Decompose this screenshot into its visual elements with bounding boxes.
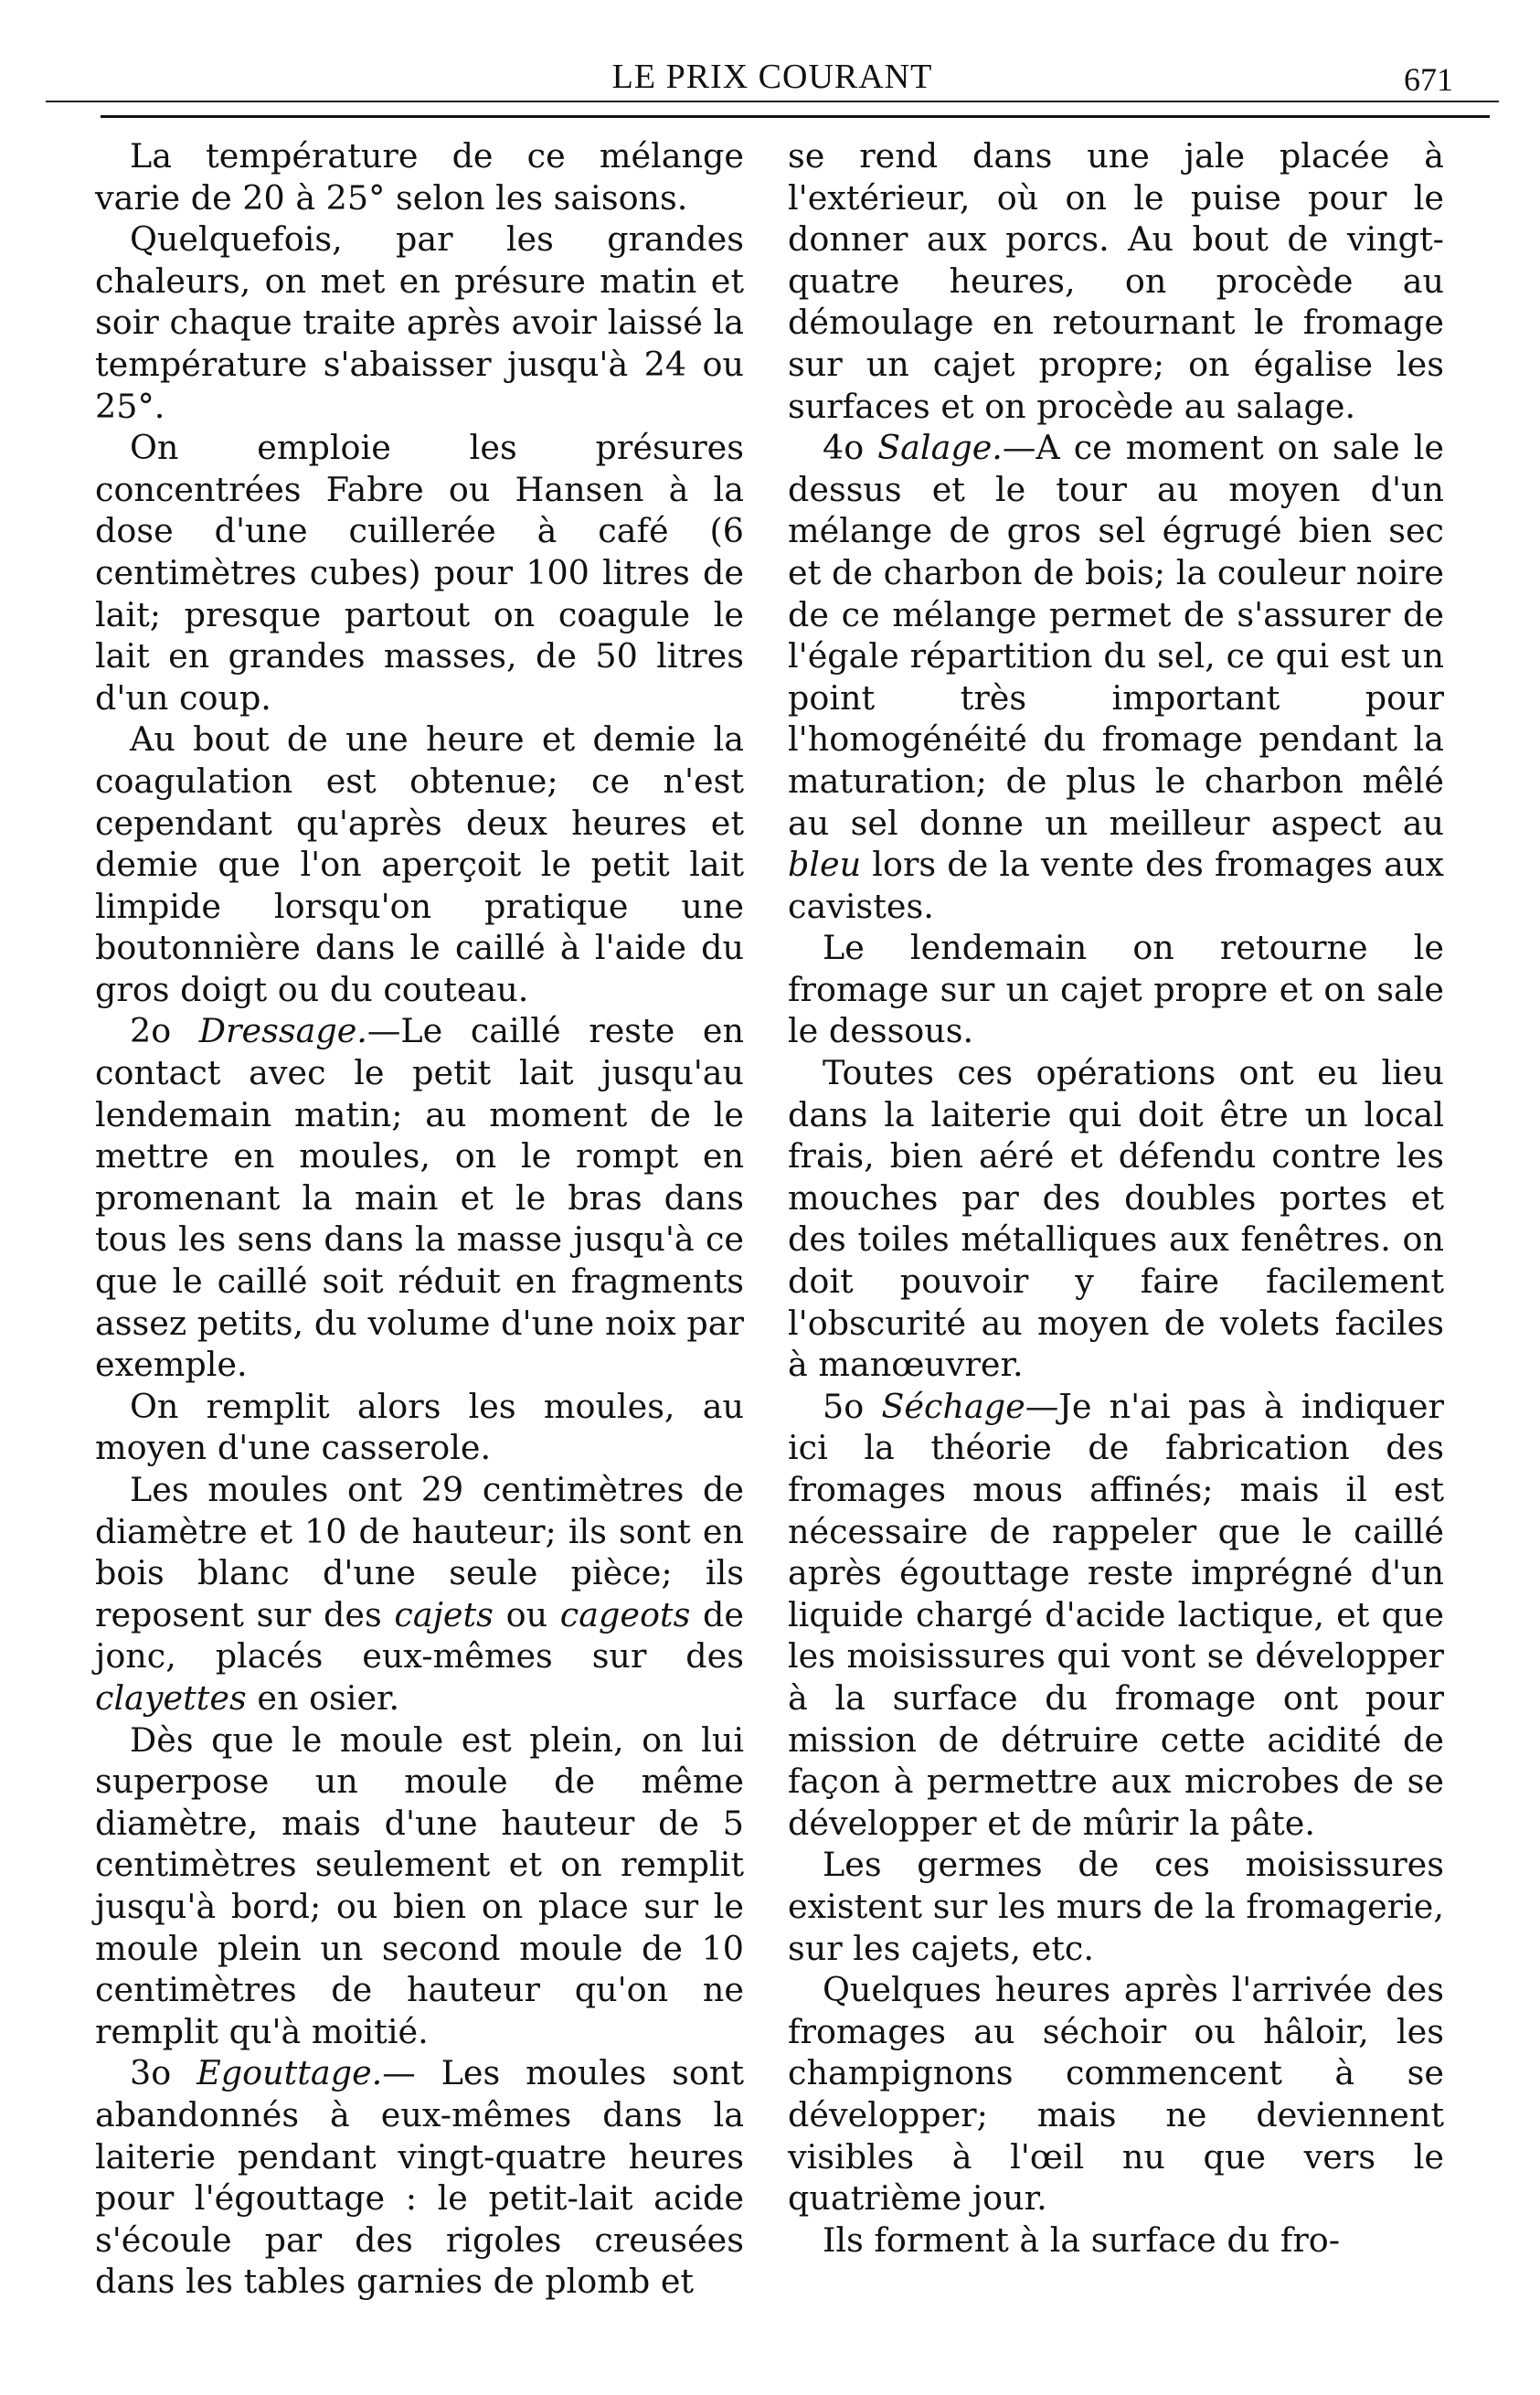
section-number: 5o <box>823 1386 865 1426</box>
right-column <box>788 135 1444 2261</box>
paragraph: Dès que le moule est plein, on lui superpose un moule de même diamètre, mais d'une hauteur de 5 centimètres seulement et on remplit jusqu'à bord; ou bien on place sur le moule plein un second moule de 10 centimètres de hauteur qu'on ne remplit qu'à moitié. <box>95 1719 744 2051</box>
italic-term: cajets <box>394 1594 494 1634</box>
section-salage <box>788 427 1444 927</box>
section-number: 4o <box>823 428 865 468</box>
section-text: lors de la vente des fromages aux cavistes. <box>788 845 1444 926</box>
paragraph: On emploie les présures concentrées Fabre ou Hansen à la dose d'une cuillerée à café (6 centimètres cubes) pour 100 litres de lait; presque partout on coagule le lait en grandes masses, de 50 litres d'un coup. <box>95 428 744 718</box>
section-heading: Dressage. <box>198 1011 367 1051</box>
paragraph-continuation: se rend dans une jale placée à l'extérieur, où on le puise pour le donner aux porcs. Au bout de vingt-quatre heures, on procède au démoulage en retournant le fromage sur un cajet propre; on égalise les surfaces et on procède au salage. <box>788 136 1444 426</box>
paragraph: Les germes de ces moisissures existent sur les murs de la fromagerie, sur les cajets, etc. <box>788 1845 1444 1968</box>
paragraph: On remplit alors les moules, au moyen d'une casserole. <box>95 1386 744 1468</box>
text-run: en osier. <box>246 1677 400 1718</box>
section-text: — Les moules sont abandonnés à eux-mêmes dans la laiterie pendant vingt-quatre heures pour l'égouttage : le petit-lait acide s'écoule par des rigoles creusées dans les tables garnies de plomb et <box>95 2053 745 2302</box>
running-header <box>46 57 1499 112</box>
section-heading: Séchage <box>881 1386 1025 1426</box>
text-run: Les moules ont 29 centimètres de diamètre et 10 de hauteur; ils sont en bois blanc d'une seule pièce; ils reposent sur des <box>95 1470 744 1634</box>
section-heading: Egouttage. <box>196 2053 383 2093</box>
left-column <box>95 135 744 2303</box>
paragraph-moules <box>95 1469 744 1719</box>
header-rule-thick <box>101 115 1490 118</box>
section-heading: Salage. <box>877 428 1003 468</box>
paragraph: Le lendemain on retourne le fromage sur un cajet propre et on sale le dessous. <box>788 928 1444 1051</box>
italic-term: cageots <box>559 1594 691 1634</box>
section-text: —Je n'ai pas à indiquer ici la théorie de fabrication des fromages mous affinés; mais il est nécessaire de rappeler que le caillé après égouttage reste imprégné d'un liquide chargé d'acide lactique, et que les moisissures qui vont se développer à la surface du fromage ont pour mission de détruire cette acidité de façon à permettre aux microbes de se développer et de mûrir la pâte. <box>788 1386 1444 1843</box>
section-dressage <box>95 1010 744 1385</box>
journal-title: LE PRIX COURANT <box>611 58 933 96</box>
italic-term: clayettes <box>95 1677 247 1718</box>
paragraph: Quelques heures après l'arrivée des fromages au séchoir ou hâloir, les champignons commencent à se développer; mais ne deviennent visibles à l'œil nu que vers le quatrième jour. <box>788 1970 1444 2219</box>
header-rule-thin <box>46 101 1499 102</box>
paragraph: Au bout de une heure et demie la coagulation est obtenue; ce n'est cependant qu'après deux heures et demie que l'on aperçoit le petit lait limpide lorsqu'on pratique une boutonnière dans le caillé à l'aide du gros doigt ou du couteau. <box>95 719 744 1009</box>
section-text: —Le caillé reste en contact avec le petit lait jusqu'au lendemain matin; au moment de le mettre en moules, on le rompt en promenant la main et le bras dans tous les sens dans la masse jusqu'à ce que le caillé soit réduit en fragments assez petits, du volume d'une noix par exemple. <box>95 1011 744 1385</box>
section-number: 3o <box>130 2053 172 2093</box>
section-number: 2o <box>130 1011 172 1051</box>
paragraph: Toutes ces opérations ont eu lieu dans la laiterie qui doit être un local frais, bien aéré et défendu contre les mouches par des doubles portes et des toiles métalliques aux fenêtres. on doit pouvoir y faire facilement l'obscurité au moyen de volets faciles à manœuvrer. <box>788 1053 1444 1385</box>
page-number: 671 <box>1404 61 1453 98</box>
paragraph: Quelquefois, par les grandes chaleurs, on met en présure matin et soir chaque traite après avoir laissé la température s'abaisser jusqu'à 24 ou 25°. <box>95 219 744 426</box>
section-sechage <box>788 1386 1444 1845</box>
italic-term: bleu <box>788 845 862 885</box>
paragraph: La température de ce mélange varie de 20 à 25° selon les saisons. <box>95 136 744 218</box>
section-text: —A ce moment on sale le dessus et le tour au moyen d'un mélange de gros sel égrugé bien sec et de charbon de bois; la couleur noire de ce mélange permet de s'assurer de l'égale répartition du sel, ce qui est un point très important pour l'homogénéité du fromage pendant la maturation; de plus le charbon mêlé au sel donne un meilleur aspect au <box>788 428 1444 843</box>
paragraph: Ils forment à la surface du fro- <box>823 2219 1341 2260</box>
text-run: ou <box>493 1594 560 1634</box>
text-run: de jonc, placés eux-mêmes sur des <box>95 1594 744 1676</box>
section-egouttage <box>95 2052 744 2303</box>
